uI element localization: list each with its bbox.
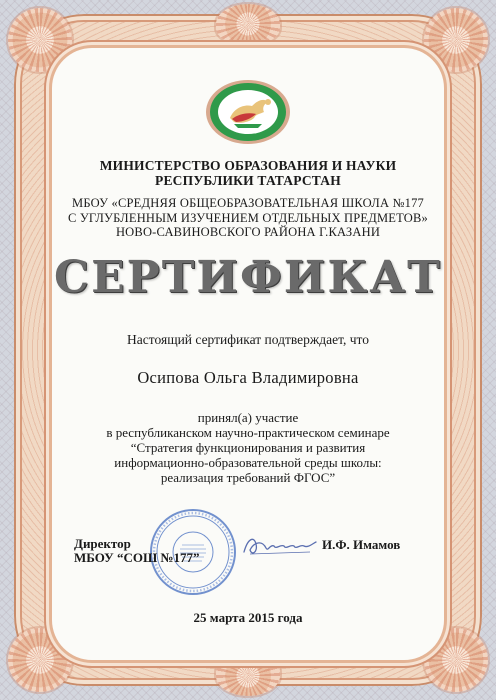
recipient-name: Осипова Ольга Владимировна bbox=[137, 368, 359, 387]
director-role: Директор bbox=[74, 536, 131, 551]
participation-text bbox=[0, 410, 496, 485]
school-line: МБОУ «СРЕДНЯЯ ОБЩЕОБРАЗОВАТЕЛЬНАЯ ШКОЛА №177 bbox=[72, 196, 424, 210]
participation-line: информационно-образовательной среды школы: bbox=[114, 455, 382, 470]
tatarstan-emblem-icon bbox=[204, 78, 292, 146]
school-line: С УГЛУБЛЕННЫМ ИЗУЧЕНИЕМ ОТДЕЛЬНЫХ ПРЕДМЕТОВ» bbox=[67, 210, 428, 225]
participation-line: “Стратегия функционирования и развития bbox=[130, 440, 366, 455]
school-heading bbox=[0, 196, 496, 240]
director-school: МБОУ “СОШ №177” bbox=[74, 550, 200, 565]
director-signature-block bbox=[74, 537, 200, 565]
ministry-line: МИНИСТЕРСТВО ОБРАЗОВАНИЯ И НАУКИ bbox=[99, 158, 397, 173]
certificate-title: СЕРТИФИКАТ bbox=[54, 252, 442, 303]
rosette-bottom-center bbox=[216, 656, 280, 696]
ministry-heading bbox=[0, 158, 496, 188]
issue-date: 25 марта 2015 года bbox=[193, 610, 303, 625]
participation-line: реализация требований ФГОС” bbox=[160, 470, 336, 485]
ministry-line: РЕСПУБЛИКИ ТАТАРСТАН bbox=[155, 173, 341, 188]
signer-name: И.Ф. Имамов bbox=[322, 537, 401, 552]
participation-line: принял(а) участие bbox=[197, 410, 299, 425]
handwritten-signature-icon bbox=[240, 532, 320, 560]
confirmation-text: Настоящий сертификат подтверждает, что bbox=[127, 332, 369, 347]
participation-line: в республиканском научно-практическом семинаре bbox=[106, 425, 390, 440]
school-line: НОВО-САВИНОВСКОГО РАЙОНА Г.КАЗАНИ bbox=[115, 225, 381, 239]
rosette-top-center bbox=[216, 4, 280, 44]
